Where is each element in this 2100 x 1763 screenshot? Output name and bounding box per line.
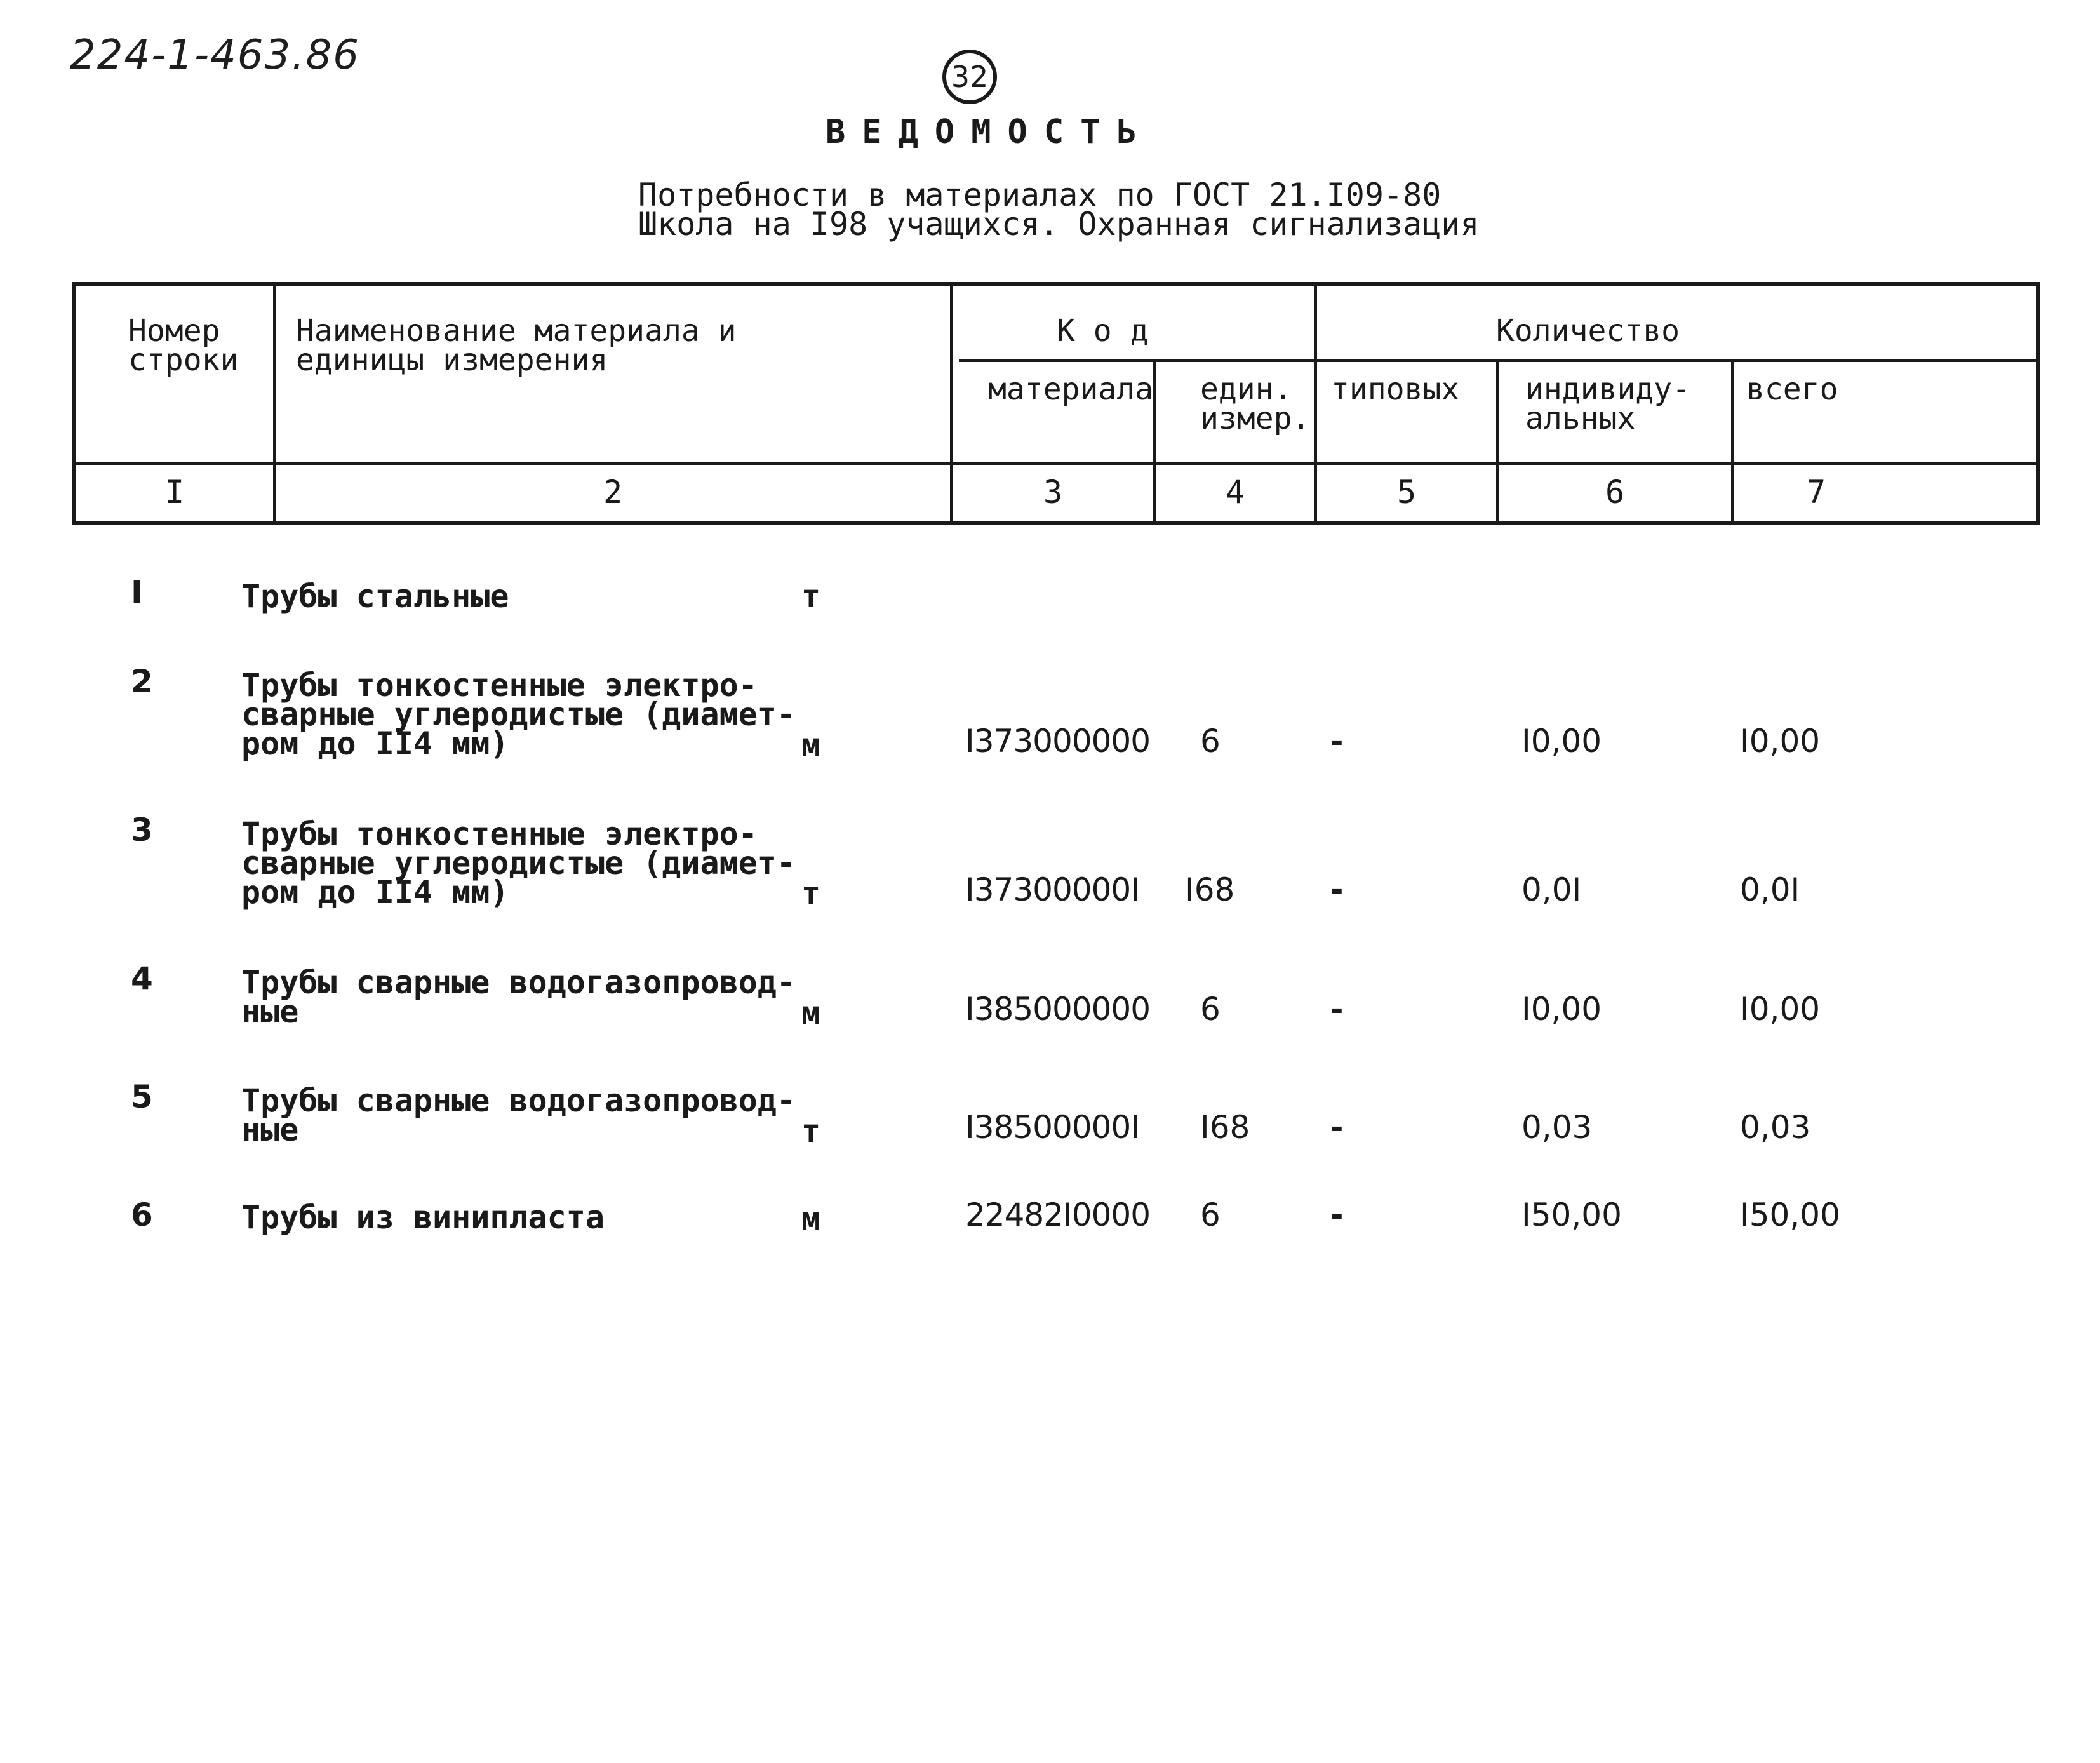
material-name: Трубы сварные водогазопровод- ные	[241, 964, 796, 1030]
material-code: I37300000I	[965, 871, 1139, 908]
qty-individual: 0,03	[1521, 1109, 1593, 1146]
table-row	[0, 960, 2100, 1091]
qty-total: I50,00	[1740, 1197, 1840, 1233]
material-code: I373000000	[965, 723, 1151, 760]
unit-code: 6	[1200, 1197, 1221, 1233]
column-number: 6	[1605, 474, 1625, 511]
document-title: ВЕДОМОСТЬ	[826, 113, 1153, 151]
page-number-badge	[942, 50, 997, 104]
divider	[76, 462, 2036, 465]
unit-code: 6	[1200, 723, 1221, 760]
row-number: 5	[131, 1078, 153, 1115]
qty-individual: 0,0I	[1521, 871, 1582, 908]
header-code-unit: един. измер.	[1200, 372, 1311, 436]
row-number: 3	[131, 812, 153, 848]
material-code: 22482I0000	[965, 1197, 1151, 1233]
qty-total: 0,0I	[1740, 871, 1800, 908]
column-number: 4	[1225, 474, 1245, 511]
header-code-material: материала	[988, 372, 1154, 407]
page-number: 32	[951, 60, 989, 94]
column-number: 2	[603, 474, 623, 511]
table-row	[0, 1197, 2100, 1327]
row-number: 4	[131, 960, 153, 997]
material-name: Трубы сварные водогазопровод- ные	[241, 1082, 796, 1148]
column-number: 7	[1806, 474, 1826, 511]
qty-individual: I0,00	[1521, 991, 1602, 1028]
unit: т	[801, 875, 821, 912]
material-name: Трубы стальные	[241, 578, 509, 615]
column-number: 3	[1043, 474, 1063, 511]
qty-total: I0,00	[1740, 723, 1821, 760]
qty-typical: -	[1327, 723, 1347, 760]
table-header	[72, 282, 2040, 525]
header-code-group: К о д	[1057, 313, 1149, 349]
unit-code: 6	[1200, 991, 1221, 1028]
unit: м	[801, 727, 821, 763]
table-row	[0, 812, 2100, 942]
subtitle-line-1: Потребности в материалах по ГОСТ 21.I09-80	[638, 177, 1441, 213]
unit: м	[801, 1200, 821, 1237]
material-name: Трубы из винипласта	[241, 1199, 605, 1236]
material-code: I385000000	[965, 991, 1151, 1028]
unit-code: I68	[1185, 871, 1235, 908]
qty-individual: I50,00	[1521, 1197, 1622, 1233]
unit: т	[801, 578, 821, 615]
unit-code: I68	[1200, 1109, 1250, 1146]
divider	[959, 359, 2036, 362]
header-quantity-group: Количество	[1496, 313, 1680, 349]
qty-typical: -	[1327, 1109, 1347, 1146]
column-number: 5	[1396, 474, 1417, 511]
qty-typical: -	[1327, 991, 1347, 1028]
unit: м	[801, 995, 821, 1031]
subtitle-line-2: Школа на I98 учащихся. Охранная сигнализация	[638, 206, 1480, 243]
qty-total: 0,03	[1740, 1109, 1811, 1146]
header-material-name: Наименование материала и единицы измерения	[296, 313, 737, 378]
qty-typical: -	[1327, 1197, 1347, 1233]
row-number: 2	[131, 663, 153, 700]
column-number: I	[164, 474, 185, 511]
header-qty-individual: индивиду- альных	[1525, 372, 1691, 436]
document-code: 224-1-463.86	[70, 32, 360, 79]
header-qty-typical: типовых	[1331, 372, 1460, 407]
qty-individual: I0,00	[1521, 723, 1602, 760]
table-row	[0, 663, 2100, 794]
material-name: Трубы тонкостенные электро- сварные углеродистые (диамет- ром до II4 мм)	[241, 667, 796, 762]
row-number: I	[131, 574, 143, 611]
row-number: 6	[131, 1197, 153, 1233]
header-qty-total: всего	[1746, 372, 1838, 407]
unit: т	[801, 1113, 821, 1150]
qty-total: I0,00	[1740, 991, 1821, 1028]
material-name: Трубы тонкостенные электро- сварные углеродистые (диамет- ром до II4 мм)	[241, 815, 796, 911]
material-code: I38500000I	[965, 1109, 1139, 1146]
qty-typical: -	[1327, 871, 1347, 908]
header-row-number: Номер строки	[128, 313, 239, 378]
table-row	[0, 1078, 2100, 1209]
